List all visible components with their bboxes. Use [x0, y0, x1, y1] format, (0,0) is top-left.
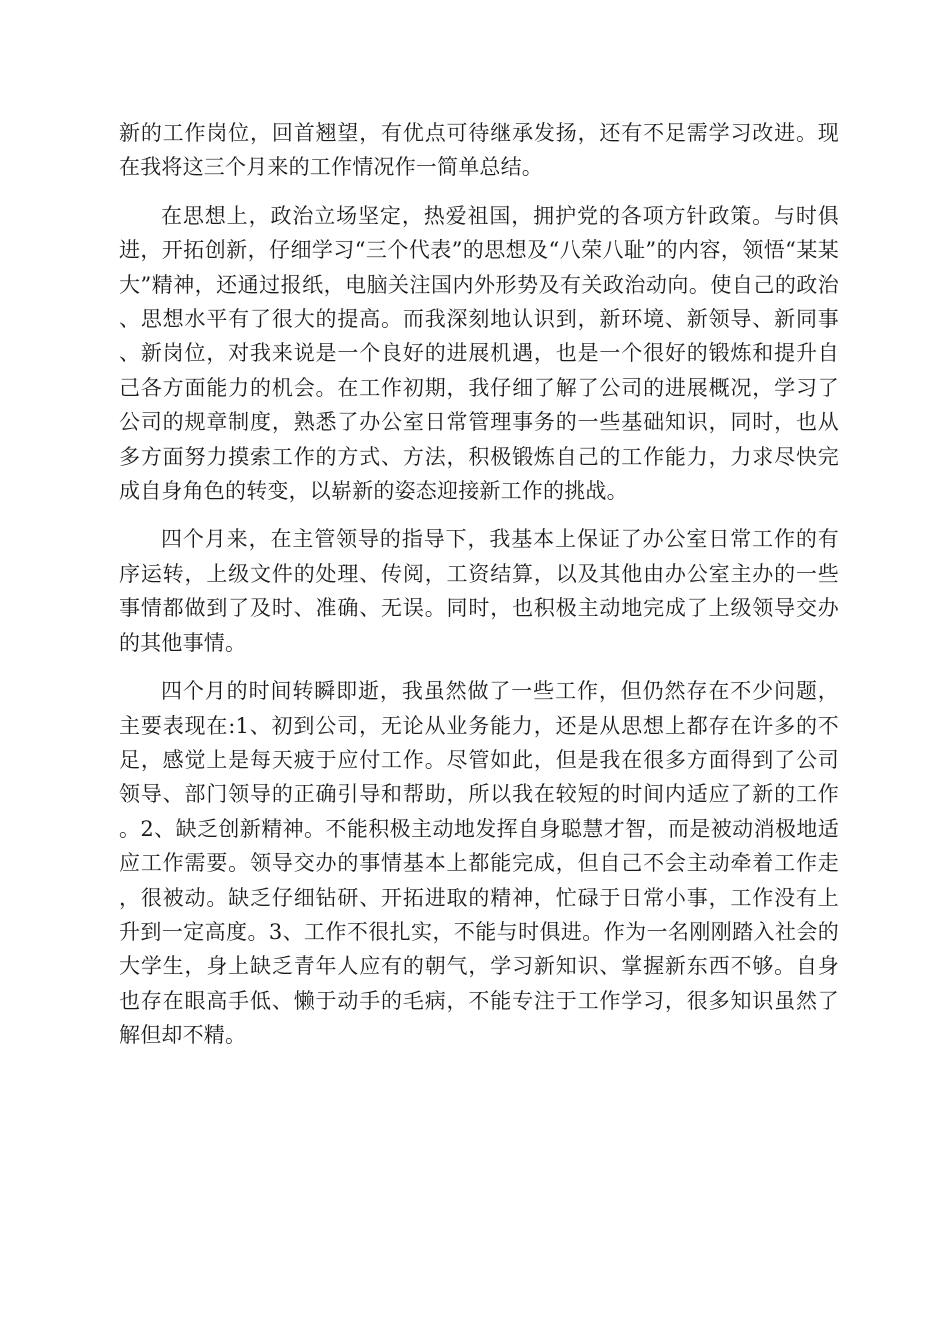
paragraph-opening: 新的工作岗位，回首翘望，有优点可待继承发扬，还有不足需学习改进。现在我将这三个月来的工作情况作一简单总结。 — [119, 121, 839, 180]
paragraph-ideology: 在思想上，政治立场坚定，热爱祖国，拥护党的各项方针政策。与时俱进，开拓创新，仔细学习“三个代表”的思想及“八荣八耻”的内容，领悟“某某大”精神，还通过报纸，电脑关注国内外形势及有关政治动向。使自己的政治、思想水平有了很大的提高。而我深刻地认识到，新环境、新领导、新同事、新岗位，对我来说是一个良好的进展机遇，也是一个很好的锻炼和提升自己各方面能力的机会。在工作初期，我仔细了解了公司的进展概况，学习了公司的规章制度，熟悉了办公室日常管理事务的一些基础知识，同时，也从多方面努力摸索工作的方式、方法，积极锻炼自己的工作能力，力求尽快完成自身角色的转变，以崭新的姿态迎接新工作的挑战。 — [119, 203, 839, 504]
paragraph-problems: 四个月的时间转瞬即逝，我虽然做了一些工作，但仍然存在不少问题，主要表现在:1、初到公司，无论从业务能力，还是从思想上都存在许多的不足，感觉上是每天疲于应付工作。尽管如此，但是我在很多方面得到了公司领导、部门领导的正确引导和帮助，所以我在较短的时间内适应了新的工作。2、缺乏创新精神。不能积极主动地发挥自身聪慧才智，而是被动消极地适应工作需要。领导交办的事情基本上都能完成，但自己不会主动牵着工作走，很被动。缺乏仔细钻研、开拓进取的精神，忙碌于日常小事，工作没有上升到一定高度。3、工作不很扎实，不能与时俱进。作为一名刚刚踏入社会的大学生，身上缺乏青年人应有的朝气，学习新知识、掌握新东西不够。自身也存在眼高手低、懒于动手的毛病，不能专注于工作学习，很多知识虽然了解但却不精。 — [119, 679, 839, 1048]
paragraph-work-summary: 四个月来，在主管领导的指导下，我基本上保证了办公室日常工作的有序运转，上级文件的处理、传阅，工资结算，以及其他由办公室主办的一些事情都做到了及时、准确、无误。同时，也积极主动地完成了上级领导交办的其他事情。 — [119, 527, 839, 655]
document-body — [119, 116, 839, 1067]
